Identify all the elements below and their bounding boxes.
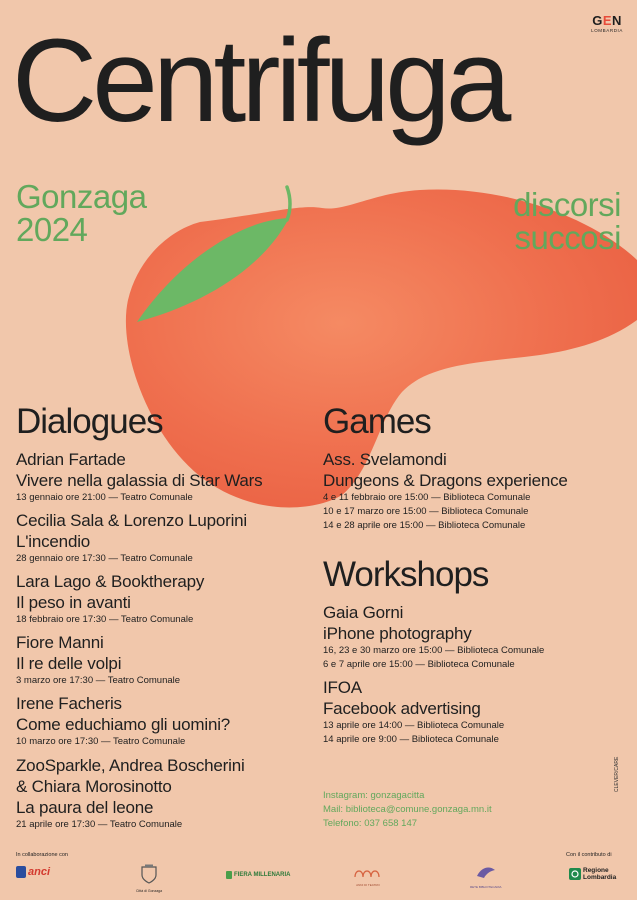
event-date-venue: 16, 23 e 30 marzo ore 15:00 — Biblioteca Comunale	[323, 645, 545, 656]
instagram-link[interactable]: Instagram: gonzagacitta	[323, 790, 425, 801]
collab-label: In collaborazione con	[16, 852, 68, 858]
regione-logo-line-2: Lombardia	[583, 874, 617, 881]
rete-bird-icon	[474, 862, 498, 880]
contacts	[323, 789, 492, 831]
rete-logo-text: RETE BIBLIOTECARIA	[470, 885, 502, 889]
event-title: Vivere nella galassia di Star Wars	[16, 471, 263, 490]
gen-logo-subtext: LOMBARDIA	[591, 28, 623, 33]
comune-logo	[136, 864, 162, 893]
event-title: Facebook advertising	[323, 699, 481, 718]
teatro-logo	[352, 864, 384, 887]
regione-rose-icon	[569, 868, 581, 880]
regione-lombardia-logo	[569, 867, 616, 881]
fiera-logo	[226, 871, 290, 879]
event-game-1	[323, 449, 568, 533]
regione-logo-text	[583, 867, 616, 881]
design-credit: CLEVER/CARE	[614, 756, 620, 792]
event-date-venue: 14 aprile ore 9:00 — Biblioteca Comunale	[323, 734, 499, 745]
page-title: Centrifuga	[12, 15, 507, 147]
event-title: Il re delle volpi	[16, 654, 122, 673]
event-date-venue: 13 aprile ore 14:00 — Biblioteca Comunale	[323, 720, 505, 731]
event-speaker: Gaia Gorni	[323, 603, 404, 622]
event-dialogue-1	[16, 449, 262, 505]
contrib-label: Con il contributo di	[566, 852, 612, 858]
tagline-line-1: discorsi	[513, 186, 621, 223]
event-speaker: Adrian Fartade	[16, 450, 126, 469]
event-date-venue: 10 marzo ore 17:30 — Teatro Comunale	[16, 736, 186, 747]
event-dialogue-3	[16, 571, 204, 627]
gen-logo	[591, 13, 623, 33]
workshops-heading: Workshops	[323, 555, 489, 594]
event-dialogue-5	[16, 693, 230, 749]
event-date-venue: 6 e 7 aprile ore 15:00 — Biblioteca Comunale	[323, 659, 515, 670]
email-link[interactable]: Mail: biblioteca@comune.gonzaga.mn.it	[323, 804, 492, 815]
tagline-line-2: succosi	[514, 219, 621, 256]
year: 2024	[16, 211, 88, 248]
place-year	[16, 180, 146, 246]
teatro-logo-text: ANNI DI TEATRO	[356, 883, 380, 887]
place-name: Gonzaga	[16, 178, 147, 215]
event-speaker: ZooSparkle, Andrea Boscherini	[16, 756, 245, 775]
event-workshop-2	[323, 677, 504, 747]
crest-icon	[140, 864, 158, 884]
event-date-venue: 3 marzo ore 17:30 — Teatro Comunale	[16, 675, 181, 686]
anci-logo	[16, 866, 50, 878]
event-dialogue-4	[16, 632, 180, 688]
event-speaker: Cecilia Sala & Lorenzo Luporini	[16, 511, 247, 530]
event-organizer: Ass. Svelamondi	[323, 450, 447, 469]
event-date-venue: 14 e 28 aprile ore 15:00 — Biblioteca Comunale	[323, 520, 526, 531]
gen-logo-letter: E	[602, 13, 612, 28]
event-organizer: IFOA	[323, 678, 362, 697]
fiera-logo-icon	[226, 871, 232, 879]
event-title: L'incendio	[16, 532, 91, 551]
event-dialogue-2	[16, 510, 247, 566]
rete-logo	[470, 862, 502, 889]
event-speaker-cont: & Chiara Morosinotto	[16, 777, 172, 796]
event-title: Dungeons & Dragons experience	[323, 471, 568, 490]
event-date-venue: 21 aprile ore 17:30 — Teatro Comunale	[16, 819, 183, 830]
event-date-venue: 13 gennaio ore 21:00 — Teatro Comunale	[16, 492, 193, 503]
event-date-venue: 4 e 11 febbraio ore 15:00 — Biblioteca Comunale	[323, 492, 531, 503]
event-dialogue-6	[16, 755, 245, 832]
event-date-venue: 28 gennaio ore 17:30 — Teatro Comunale	[16, 553, 193, 564]
stem-icon	[287, 187, 290, 220]
phone-number: Telefono: 037 658 147	[323, 818, 418, 829]
event-speaker: Irene Facheris	[16, 694, 122, 713]
gen-logo-text: GEN	[592, 13, 622, 28]
event-title: Come educhiamo gli uomini?	[16, 715, 231, 734]
event-speaker: Lara Lago & Booktherapy	[16, 572, 205, 591]
regione-logo-line-1: Regione	[583, 867, 609, 874]
comune-logo-text: Città di Gonzaga	[136, 889, 163, 893]
event-date-venue: 18 febbraio ore 17:30 — Teatro Comunale	[16, 614, 194, 625]
games-heading: Games	[323, 402, 431, 441]
fiera-logo-text: FIERA MILLENARIA	[234, 872, 291, 878]
event-date-venue: 10 e 17 marzo ore 15:00 — Biblioteca Comunale	[323, 506, 529, 517]
event-title: iPhone photography	[323, 624, 472, 643]
anci-logo-text: anci	[28, 866, 51, 878]
event-title: La paura del leone	[16, 798, 154, 817]
event-speaker: Fiore Manni	[16, 633, 104, 652]
teatro-arches-icon	[352, 864, 384, 878]
dialogues-heading: Dialogues	[16, 402, 163, 441]
tagline	[513, 188, 621, 254]
event-title: Il peso in avanti	[16, 593, 131, 612]
event-workshop-1	[323, 602, 544, 672]
